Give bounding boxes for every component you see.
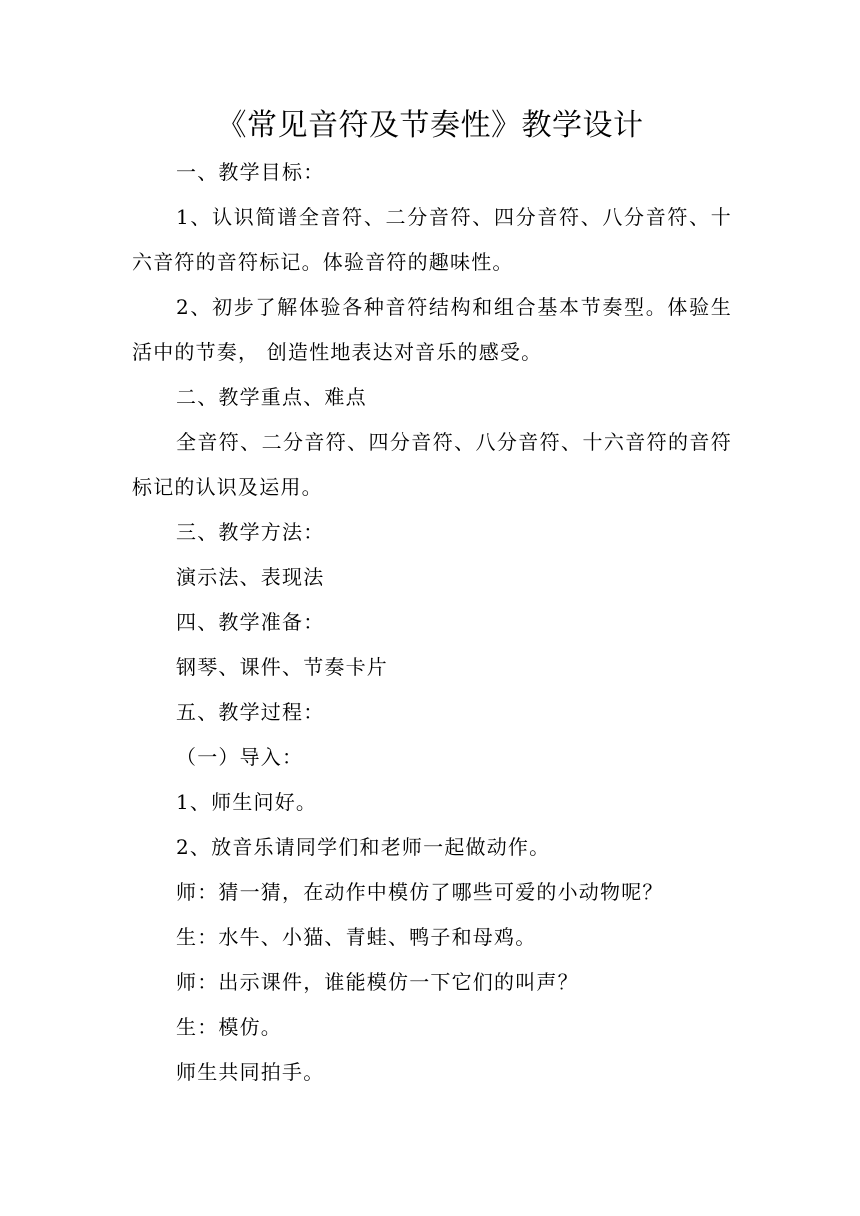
- objective-item-2: 2、初步了解体验各种音符结构和组合基本节奏型。体验生活中的节奏， 创造性地表达对音乐的感受。: [132, 295, 732, 364]
- subsection-heading-intro: （一）导入：: [176, 745, 304, 769]
- section-heading-key-points: 二、教学重点、难点: [176, 385, 367, 409]
- dialogue-line: 生：模仿。: [176, 1015, 282, 1039]
- section-heading-preparation: 四、教学准备：: [176, 610, 325, 634]
- methods-text: 演示法、表现法: [176, 565, 325, 589]
- section-heading-methods: 三、教学方法：: [176, 520, 325, 544]
- objective-item-1: 1、认识简谱全音符、二分音符、四分音符、八分音符、十六音符的音符标记。体验音符的趣味性。: [132, 205, 732, 274]
- section-heading-objectives: 一、教学目标：: [176, 160, 325, 184]
- document-title: 《常见音符及节奏性》教学设计: [216, 108, 644, 143]
- key-points-text: 全音符、二分音符、四分音符、八分音符、十六音符的音符标记的认识及运用。: [132, 430, 732, 499]
- process-step-2: 2、放音乐请同学们和老师一起做动作。: [176, 835, 551, 859]
- preparation-text: 钢琴、课件、节奏卡片: [176, 655, 388, 679]
- document-body: [132, 150, 732, 1095]
- process-step-1: 1、师生问好。: [176, 790, 318, 814]
- section-heading-process: 五、教学过程：: [176, 700, 325, 724]
- dialogue-line: 师：出示课件，谁能模仿一下它们的叫声？: [176, 970, 579, 994]
- dialogue-line: 师：猜一猜，在动作中模仿了哪些可爱的小动物呢？: [176, 880, 664, 904]
- dialogue-line: 生：水牛、小猫、青蛙、鸭子和母鸡。: [176, 925, 537, 949]
- dialogue-line: 师生共同拍手。: [176, 1060, 325, 1084]
